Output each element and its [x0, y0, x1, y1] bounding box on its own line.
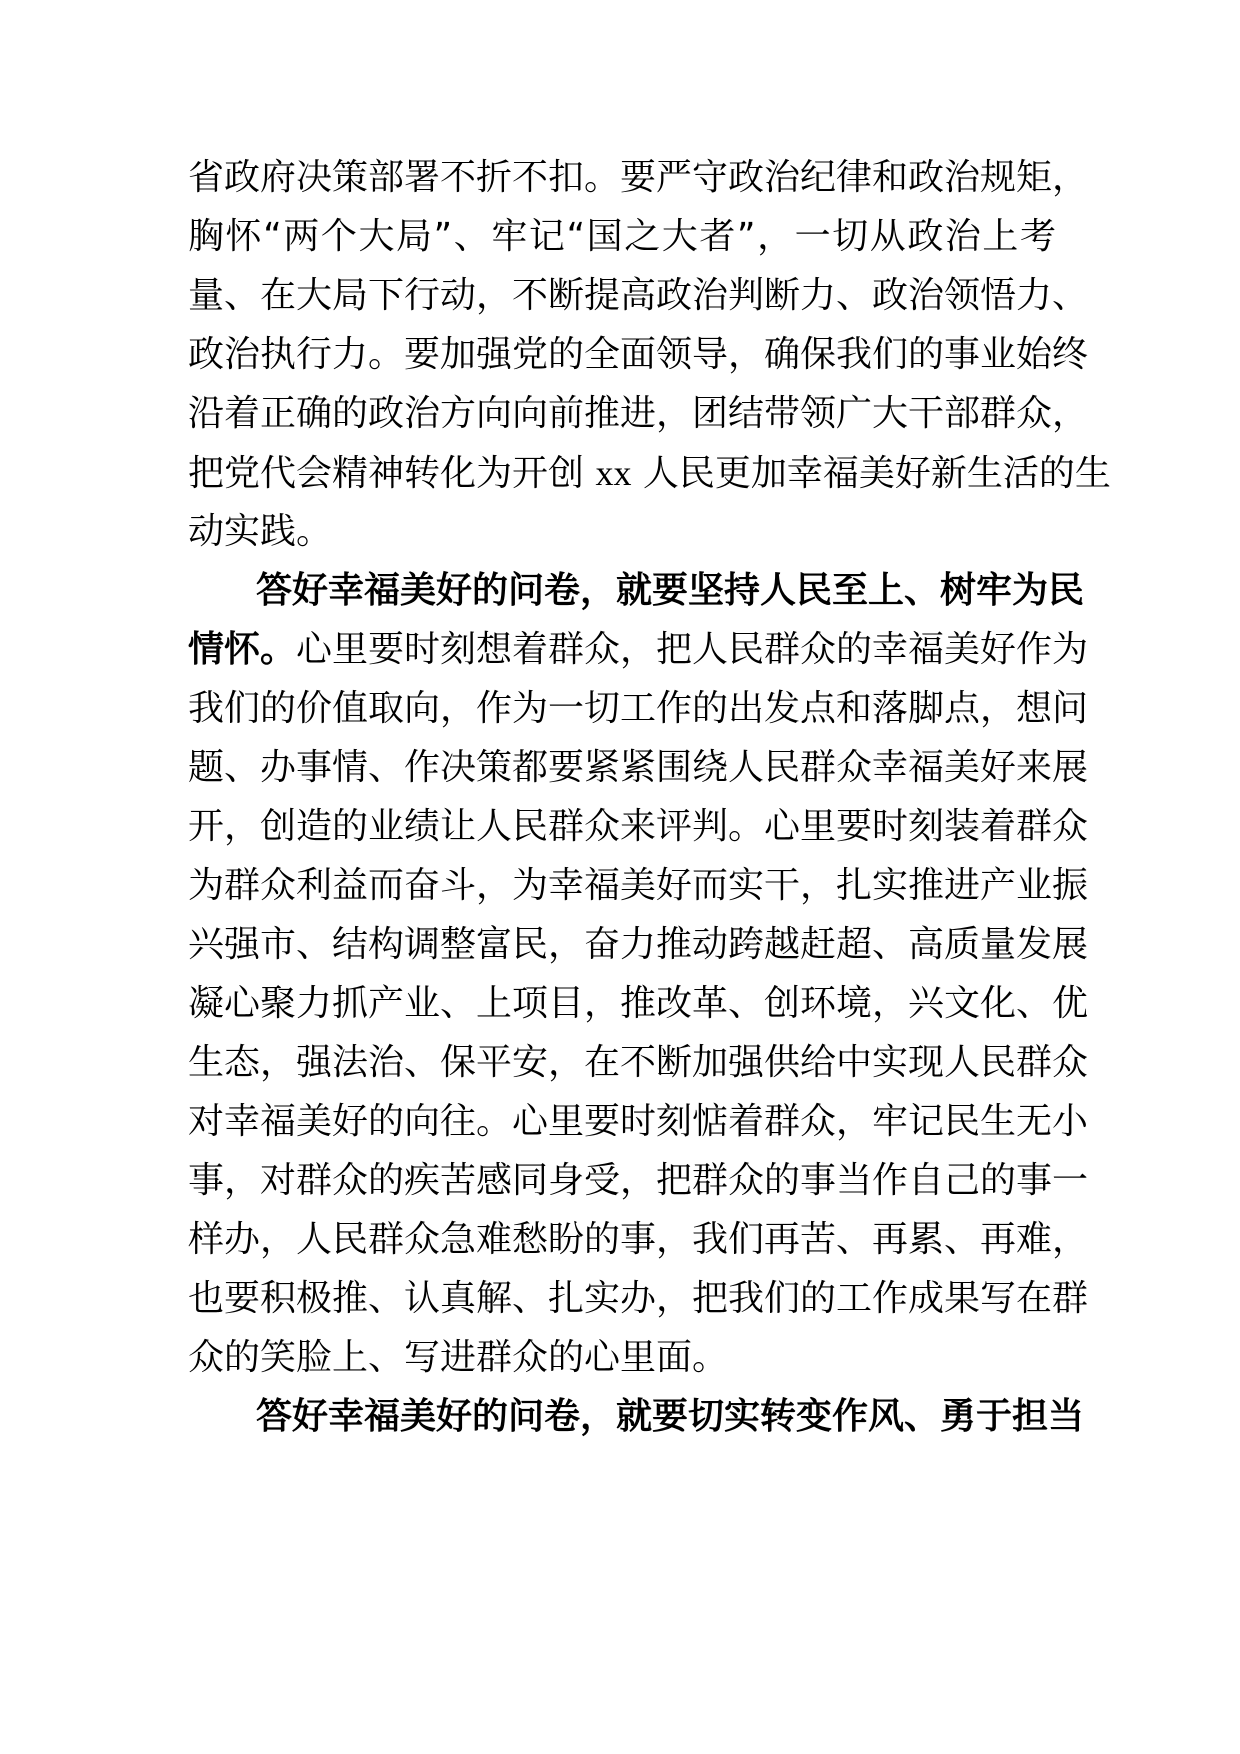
text-line: 政治执行力。要加强党的全面领导，确保我们的事业始终 — [188, 334, 1089, 375]
text-line: 沿着正确的政治方向向前推进，团结带领广大干部群众， — [188, 393, 1089, 434]
text-line: 对幸福美好的向往。心里要时刻惦着群众，牢记民生无小 — [188, 1101, 1089, 1142]
text-line: 量、在大局下行动，不断提高政治判断力、政治领悟力、 — [188, 275, 1089, 316]
text-line: 动实践。 — [188, 511, 333, 552]
text-line: 也要积极推、认真解、扎实办，把我们的工作成果写在群 — [188, 1278, 1089, 1319]
text-segment: 心里要时刻想着群众，把人民群众的幸福美好作为 — [296, 629, 1089, 670]
text-line: 题、办事情、作决策都要紧紧围绕人民群众幸福美好来展 — [188, 747, 1089, 788]
text-line: 众的笑脸上、写进群众的心里面。 — [188, 1337, 729, 1378]
section-heading: 答好幸福美好的问卷，就要坚持人民至上、树牢为民 — [256, 570, 1085, 611]
text-line: 为群众利益而奋斗，为幸福美好而实干，扎实推进产业振 — [188, 865, 1089, 906]
text-line — [188, 620, 1089, 680]
section-heading: 答好幸福美好的问卷，就要切实转变作风、勇于担当 — [256, 1396, 1085, 1437]
placeholder-name: xx — [595, 453, 632, 493]
section-heading-end: 情怀。 — [188, 629, 297, 670]
text-line: 样办，人民群众急难愁盼的事，我们再苦、再累、再难， — [188, 1219, 1089, 1260]
text-line: 兴强市、结构调整富民，奋力推动跨越赶超、高质量发展 — [188, 924, 1089, 965]
text-line: 省政府决策部署不折不扣。要严守政治纪律和政治规矩， — [188, 157, 1089, 198]
text-line: 事，对群众的疾苦感同身受，把群众的事当作自己的事一 — [188, 1160, 1089, 1201]
text-line — [188, 443, 1111, 503]
text-line: 我们的价值取向，作为一切工作的出发点和落脚点，想问 — [188, 688, 1089, 729]
text-segment: 人民更加幸福美好新生活的生 — [631, 453, 1111, 494]
text-line: 生态，强法治、保平安，在不断加强供给中实现人民群众 — [188, 1042, 1089, 1083]
text-line: 胸怀“两个大局”、牢记“国之大者”，一切从政治上考 — [188, 216, 1056, 257]
text-segment: 把党代会精神转化为开创 — [188, 453, 596, 494]
text-line: 凝心聚力抓产业、上项目，推改革、创环境，兴文化、优 — [188, 983, 1089, 1024]
text-line: 开，创造的业绩让人民群众来评判。心里要时刻装着群众 — [188, 806, 1089, 847]
